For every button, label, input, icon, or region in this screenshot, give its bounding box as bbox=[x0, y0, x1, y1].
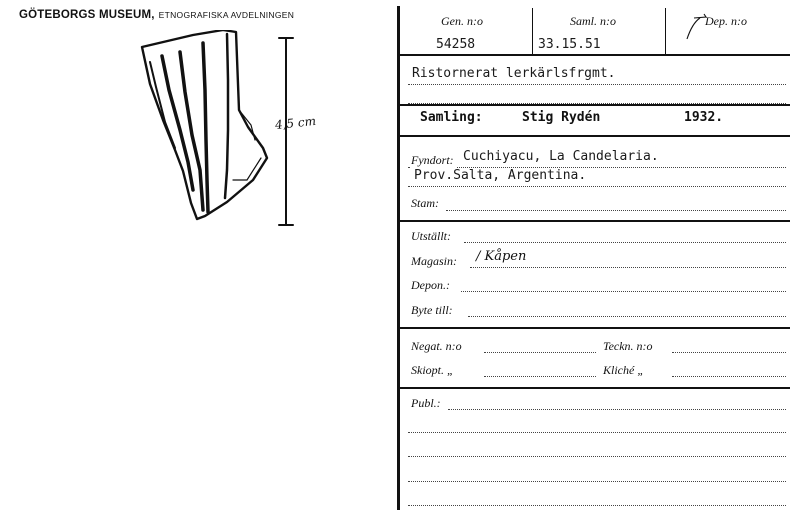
gen-no-value: 54258 bbox=[436, 37, 476, 52]
museum-heading bbox=[19, 9, 294, 21]
saml-no-value: 33.15.51 bbox=[538, 37, 601, 52]
header-divider-2 bbox=[665, 8, 666, 54]
rule-line bbox=[470, 267, 786, 268]
stam-label: Stam: bbox=[411, 196, 439, 210]
rule-line bbox=[408, 186, 786, 187]
rule-line bbox=[408, 505, 786, 506]
rule-line bbox=[408, 432, 786, 433]
kliche-label: Kliché „ bbox=[603, 363, 644, 377]
fyndort-line-1: Cuchiyacu, La Candelaria. bbox=[463, 149, 659, 164]
dep-no-label: Dep. n:o bbox=[705, 14, 747, 28]
museum-name: GÖTEBORGS MUSEUM, bbox=[19, 9, 155, 21]
skiopt-label: Skiopt. „ bbox=[411, 363, 454, 377]
object-description: Ristornerat lerkärlsfrgmt. bbox=[412, 66, 616, 81]
rule-line bbox=[408, 481, 786, 482]
fyndort-label: Fyndort: bbox=[411, 153, 454, 167]
sketch-measurement: 4,5 cm bbox=[274, 113, 317, 133]
section-rule bbox=[397, 135, 790, 137]
sherd-sketch bbox=[135, 30, 305, 240]
saml-no-label: Saml. n:o bbox=[570, 14, 616, 28]
card-left-border bbox=[397, 6, 400, 510]
samling-label: Samling: bbox=[420, 110, 483, 125]
section-rule bbox=[397, 220, 790, 222]
rule-line bbox=[484, 352, 596, 353]
section-rule bbox=[397, 387, 790, 389]
magasin-value: / Kåpen bbox=[476, 249, 527, 264]
utstallt-label: Utställt: bbox=[411, 229, 452, 243]
negat-label: Negat. n:o bbox=[411, 339, 462, 353]
rule-line bbox=[408, 84, 786, 85]
teckn-label: Teckn. n:o bbox=[603, 339, 653, 353]
rule-line bbox=[446, 210, 786, 211]
gen-no-label: Gen. n:o bbox=[441, 14, 483, 28]
samling-name: Stig Rydén bbox=[522, 110, 601, 125]
header-divider-1 bbox=[532, 8, 533, 54]
rule-line bbox=[672, 376, 786, 377]
rule-line bbox=[448, 409, 786, 410]
depon-label: Depon.: bbox=[411, 278, 450, 292]
magasin-label: Magasin: bbox=[411, 254, 457, 268]
handwritten-mark bbox=[684, 12, 712, 42]
rule-line bbox=[484, 376, 596, 377]
rule-line bbox=[408, 456, 786, 457]
rule-line bbox=[464, 242, 786, 243]
fyndort-line-2: Prov.Salta, Argentina. bbox=[414, 168, 587, 183]
section-rule bbox=[397, 327, 790, 329]
section-rule bbox=[397, 104, 790, 106]
rule-line bbox=[468, 316, 786, 317]
samling-year: 1932. bbox=[684, 110, 724, 125]
byte-till-label: Byte till: bbox=[411, 303, 453, 317]
rule-line bbox=[461, 291, 786, 292]
museum-department: ETNOGRAFISKA AVDELNINGEN bbox=[158, 10, 295, 20]
publ-label: Publ.: bbox=[411, 396, 441, 410]
rule-line bbox=[672, 352, 786, 353]
header-bottom-rule bbox=[397, 54, 790, 56]
